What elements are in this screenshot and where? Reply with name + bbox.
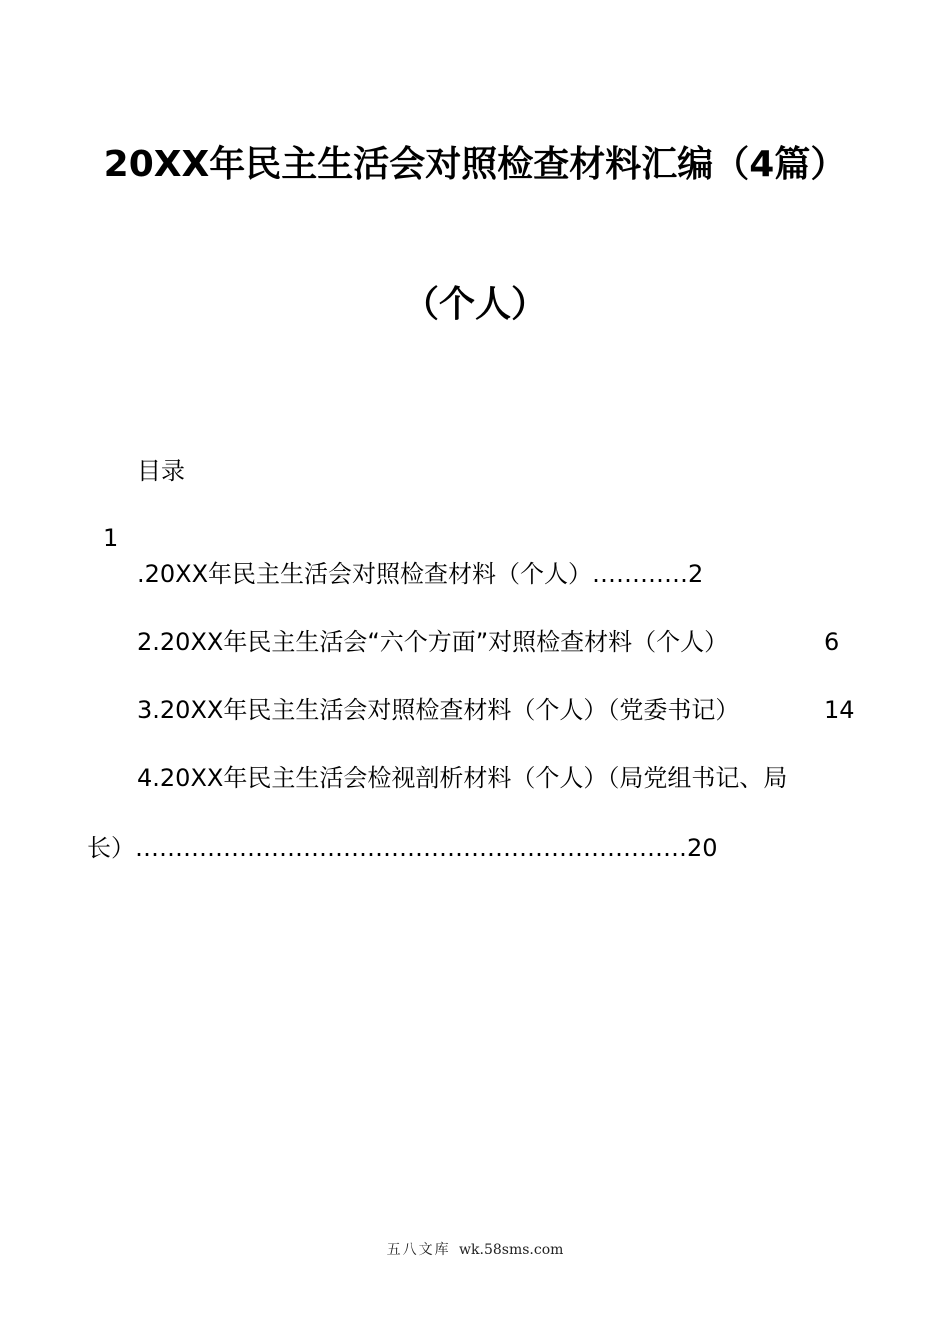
document-subtitle: （个人） bbox=[402, 284, 547, 325]
footer-site-url[interactable]: wk.58sms.com bbox=[459, 1242, 564, 1258]
toc-item-2-page: 6 bbox=[824, 628, 840, 656]
toc-item-1-text[interactable]: .20XX年民主生活会对照检查材料（个人）…………2 bbox=[137, 560, 704, 588]
toc-item-3-page: 14 bbox=[824, 696, 855, 724]
document-title: 20XX年民主生活会对照检查材料汇编（4篇） bbox=[103, 144, 847, 185]
toc-item-1-number: 1 bbox=[103, 524, 119, 552]
toc-heading: 目录 bbox=[137, 457, 185, 485]
footer-site-name: 五八文库 bbox=[386, 1242, 451, 1258]
toc-item-2-text[interactable]: 2.20XX年民主生活会“六个方面”对照检查材料（个人） bbox=[137, 628, 729, 656]
page-footer bbox=[0, 1240, 950, 1260]
toc-item-3-text[interactable]: 3.20XX年民主生活会对照检查材料（个人）（党委书记） bbox=[137, 696, 740, 724]
toc-item-4-text[interactable]: 4.20XX年民主生活会检视剖析材料（个人）（局党组书记、局 bbox=[137, 764, 788, 792]
toc-item-4-continuation: 长）……………………………………………………………20 bbox=[87, 834, 718, 862]
